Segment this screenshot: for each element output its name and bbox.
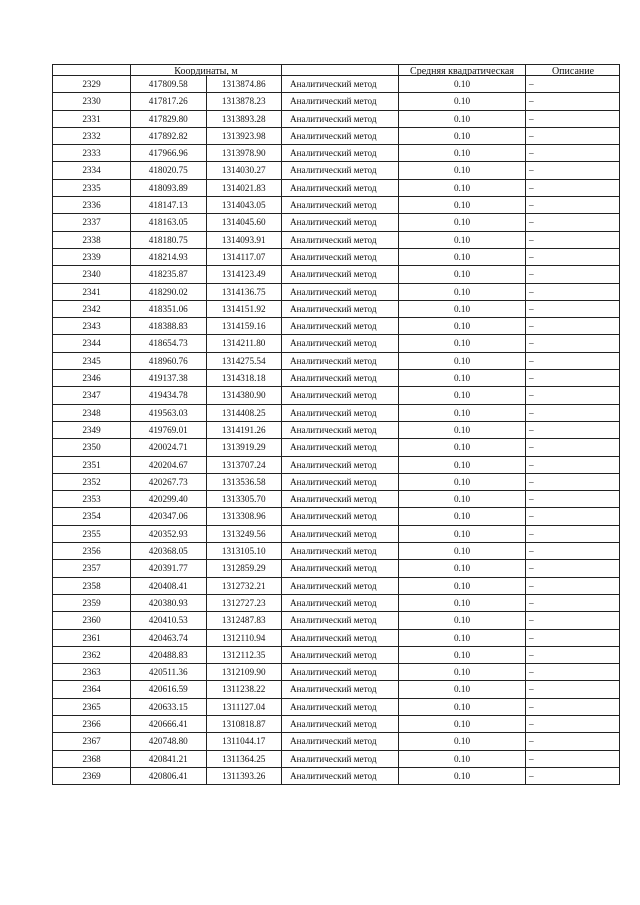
point-number-cell: 2344 — [53, 335, 131, 352]
accuracy-cell: 0.10 — [399, 456, 526, 473]
table-row — [53, 266, 620, 283]
header-method — [282, 65, 399, 76]
point-number-cell: 2368 — [53, 750, 131, 767]
description-cell: – — [526, 508, 620, 525]
point-number-cell: 2350 — [53, 439, 131, 456]
accuracy-cell: 0.10 — [399, 577, 526, 594]
coordinate-x-cell: 418235.87 — [131, 266, 207, 283]
table-row — [53, 629, 620, 646]
table-row — [53, 110, 620, 127]
table-row — [53, 231, 620, 248]
description-cell: – — [526, 629, 620, 646]
coordinate-y-cell: 1311044.17 — [206, 733, 282, 750]
description-cell: – — [526, 715, 620, 732]
method-cell: Аналитический метод — [282, 352, 399, 369]
coordinate-x-cell: 420267.73 — [131, 473, 207, 490]
table-row — [53, 612, 620, 629]
coordinate-x-cell: 418214.93 — [131, 248, 207, 265]
accuracy-cell: 0.10 — [399, 767, 526, 784]
point-number-cell: 2360 — [53, 612, 131, 629]
point-number-cell: 2347 — [53, 387, 131, 404]
coordinate-x-cell: 418020.75 — [131, 162, 207, 179]
method-cell: Аналитический метод — [282, 698, 399, 715]
table-row — [53, 750, 620, 767]
coordinates-table-body — [53, 65, 620, 785]
coordinate-y-cell: 1311127.04 — [206, 698, 282, 715]
accuracy-cell: 0.10 — [399, 231, 526, 248]
accuracy-cell: 0.10 — [399, 646, 526, 663]
accuracy-cell: 0.10 — [399, 248, 526, 265]
coordinate-y-cell: 1314093.91 — [206, 231, 282, 248]
point-number-cell: 2345 — [53, 352, 131, 369]
method-cell: Аналитический метод — [282, 733, 399, 750]
coordinate-y-cell: 1313878.23 — [206, 93, 282, 110]
coordinate-x-cell: 420511.36 — [131, 664, 207, 681]
description-cell: – — [526, 612, 620, 629]
accuracy-cell: 0.10 — [399, 162, 526, 179]
coordinate-x-cell: 420391.77 — [131, 560, 207, 577]
accuracy-cell: 0.10 — [399, 698, 526, 715]
method-cell: Аналитический метод — [282, 197, 399, 214]
method-cell: Аналитический метод — [282, 266, 399, 283]
coordinate-y-cell: 1314275.54 — [206, 352, 282, 369]
point-number-cell: 2357 — [53, 560, 131, 577]
table-row — [53, 335, 620, 352]
coordinate-y-cell: 1314030.27 — [206, 162, 282, 179]
method-cell: Аналитический метод — [282, 664, 399, 681]
description-cell: – — [526, 733, 620, 750]
description-cell: – — [526, 664, 620, 681]
table-row — [53, 214, 620, 231]
method-cell: Аналитический метод — [282, 335, 399, 352]
point-number-cell: 2335 — [53, 179, 131, 196]
method-cell: Аналитический метод — [282, 162, 399, 179]
method-cell: Аналитический метод — [282, 214, 399, 231]
table-row — [53, 560, 620, 577]
table-row — [53, 715, 620, 732]
description-cell: – — [526, 335, 620, 352]
point-number-cell: 2346 — [53, 370, 131, 387]
point-number-cell: 2369 — [53, 767, 131, 784]
method-cell: Аналитический метод — [282, 646, 399, 663]
description-cell: – — [526, 594, 620, 611]
table-row — [53, 197, 620, 214]
point-number-cell: 2340 — [53, 266, 131, 283]
accuracy-cell: 0.10 — [399, 370, 526, 387]
method-cell: Аналитический метод — [282, 612, 399, 629]
description-cell: – — [526, 577, 620, 594]
description-cell: – — [526, 387, 620, 404]
accuracy-cell: 0.10 — [399, 110, 526, 127]
method-cell: Аналитический метод — [282, 525, 399, 542]
description-cell: – — [526, 404, 620, 421]
coordinate-x-cell: 418290.02 — [131, 283, 207, 300]
accuracy-cell: 0.10 — [399, 629, 526, 646]
point-number-cell: 2338 — [53, 231, 131, 248]
description-cell: – — [526, 93, 620, 110]
coordinate-x-cell: 420408.41 — [131, 577, 207, 594]
coordinate-x-cell: 420488.83 — [131, 646, 207, 663]
coordinate-y-cell: 1311364.25 — [206, 750, 282, 767]
table-row — [53, 491, 620, 508]
method-cell: Аналитический метод — [282, 473, 399, 490]
accuracy-cell: 0.10 — [399, 543, 526, 560]
coordinate-y-cell: 1312859.29 — [206, 560, 282, 577]
method-cell: Аналитический метод — [282, 456, 399, 473]
description-cell: – — [526, 543, 620, 560]
coordinate-x-cell: 418147.13 — [131, 197, 207, 214]
method-cell: Аналитический метод — [282, 543, 399, 560]
description-cell: – — [526, 473, 620, 490]
coordinate-y-cell: 1311238.22 — [206, 681, 282, 698]
accuracy-cell: 0.10 — [399, 439, 526, 456]
accuracy-cell: 0.10 — [399, 508, 526, 525]
coordinate-x-cell: 420806.41 — [131, 767, 207, 784]
coordinate-y-cell: 1314021.83 — [206, 179, 282, 196]
method-cell: Аналитический метод — [282, 179, 399, 196]
coordinate-y-cell: 1313893.28 — [206, 110, 282, 127]
point-number-cell: 2358 — [53, 577, 131, 594]
description-cell: – — [526, 491, 620, 508]
table-row — [53, 404, 620, 421]
point-number-cell: 2363 — [53, 664, 131, 681]
coordinate-x-cell: 420380.93 — [131, 594, 207, 611]
table-row — [53, 145, 620, 162]
coordinate-y-cell: 1314380.90 — [206, 387, 282, 404]
table-row — [53, 318, 620, 335]
coordinate-y-cell: 1312727.23 — [206, 594, 282, 611]
description-cell: – — [526, 127, 620, 144]
accuracy-cell: 0.10 — [399, 335, 526, 352]
description-cell: – — [526, 750, 620, 767]
description-cell: – — [526, 231, 620, 248]
coordinate-x-cell: 420352.93 — [131, 525, 207, 542]
coordinate-x-cell: 420368.05 — [131, 543, 207, 560]
accuracy-cell: 0.10 — [399, 300, 526, 317]
description-cell: – — [526, 646, 620, 663]
coordinate-x-cell: 418654.73 — [131, 335, 207, 352]
point-number-cell: 2352 — [53, 473, 131, 490]
method-cell: Аналитический метод — [282, 629, 399, 646]
header-description-label: Описание — [551, 66, 595, 75]
description-cell: – — [526, 248, 620, 265]
method-cell: Аналитический метод — [282, 370, 399, 387]
table-row — [53, 439, 620, 456]
description-cell: – — [526, 698, 620, 715]
accuracy-cell: 0.10 — [399, 473, 526, 490]
coordinate-x-cell: 420410.53 — [131, 612, 207, 629]
point-number-cell: 2362 — [53, 646, 131, 663]
coordinate-x-cell: 418163.05 — [131, 214, 207, 231]
table-row — [53, 248, 620, 265]
accuracy-cell: 0.10 — [399, 145, 526, 162]
coordinate-x-cell: 420024.71 — [131, 439, 207, 456]
table-row — [53, 698, 620, 715]
description-cell: – — [526, 266, 620, 283]
header-coordinates-label: Координаты, м — [174, 66, 238, 75]
coordinate-x-cell: 418960.76 — [131, 352, 207, 369]
method-cell: Аналитический метод — [282, 318, 399, 335]
table-header-row — [53, 65, 620, 76]
point-number-cell: 2348 — [53, 404, 131, 421]
method-cell: Аналитический метод — [282, 404, 399, 421]
table-row — [53, 93, 620, 110]
accuracy-cell: 0.10 — [399, 612, 526, 629]
method-cell: Аналитический метод — [282, 594, 399, 611]
table-row — [53, 283, 620, 300]
method-cell: Аналитический метод — [282, 283, 399, 300]
table-row — [53, 162, 620, 179]
table-row — [53, 387, 620, 404]
description-cell: – — [526, 300, 620, 317]
coordinate-y-cell: 1314117.07 — [206, 248, 282, 265]
coordinate-x-cell: 420299.40 — [131, 491, 207, 508]
method-cell: Аналитический метод — [282, 127, 399, 144]
accuracy-cell: 0.10 — [399, 179, 526, 196]
point-number-cell: 2336 — [53, 197, 131, 214]
accuracy-cell: 0.10 — [399, 404, 526, 421]
coordinate-y-cell: 1313978.90 — [206, 145, 282, 162]
coordinate-y-cell: 1313536.58 — [206, 473, 282, 490]
header-coordinates — [131, 65, 282, 76]
coordinate-x-cell: 417966.96 — [131, 145, 207, 162]
description-cell: – — [526, 352, 620, 369]
table-row — [53, 594, 620, 611]
accuracy-cell: 0.10 — [399, 93, 526, 110]
description-cell: – — [526, 162, 620, 179]
point-number-cell: 2349 — [53, 421, 131, 438]
coordinate-y-cell: 1312732.21 — [206, 577, 282, 594]
method-cell: Аналитический метод — [282, 76, 399, 93]
coordinate-x-cell: 420347.06 — [131, 508, 207, 525]
table-row — [53, 300, 620, 317]
description-cell: – — [526, 370, 620, 387]
method-cell: Аналитический метод — [282, 231, 399, 248]
coordinate-y-cell: 1311393.26 — [206, 767, 282, 784]
method-cell: Аналитический метод — [282, 439, 399, 456]
table-row — [53, 456, 620, 473]
header-number — [53, 65, 131, 76]
point-number-cell: 2366 — [53, 715, 131, 732]
table-row — [53, 681, 620, 698]
table-row — [53, 473, 620, 490]
point-number-cell: 2364 — [53, 681, 131, 698]
coordinate-x-cell: 420204.67 — [131, 456, 207, 473]
method-cell: Аналитический метод — [282, 145, 399, 162]
point-number-cell: 2339 — [53, 248, 131, 265]
table-row — [53, 76, 620, 93]
coordinates-table — [52, 64, 620, 785]
description-cell: – — [526, 560, 620, 577]
point-number-cell: 2367 — [53, 733, 131, 750]
accuracy-cell: 0.10 — [399, 750, 526, 767]
table-row — [53, 179, 620, 196]
table-row — [53, 421, 620, 438]
method-cell: Аналитический метод — [282, 387, 399, 404]
point-number-cell: 2355 — [53, 525, 131, 542]
coordinate-x-cell: 419137.38 — [131, 370, 207, 387]
description-cell: – — [526, 421, 620, 438]
coordinate-y-cell: 1313305.70 — [206, 491, 282, 508]
coordinate-y-cell: 1313923.98 — [206, 127, 282, 144]
coordinate-x-cell: 419563.03 — [131, 404, 207, 421]
table-row — [53, 352, 620, 369]
point-number-cell: 2332 — [53, 127, 131, 144]
description-cell: – — [526, 197, 620, 214]
coordinate-x-cell: 418351.06 — [131, 300, 207, 317]
coordinate-y-cell: 1314151.92 — [206, 300, 282, 317]
coordinate-x-cell: 420463.74 — [131, 629, 207, 646]
coordinate-y-cell: 1314136.75 — [206, 283, 282, 300]
coordinate-x-cell: 417829.80 — [131, 110, 207, 127]
coordinate-y-cell: 1313105.10 — [206, 543, 282, 560]
description-cell: – — [526, 76, 620, 93]
coordinate-y-cell: 1314045.60 — [206, 214, 282, 231]
point-number-cell: 2337 — [53, 214, 131, 231]
point-number-cell: 2331 — [53, 110, 131, 127]
method-cell: Аналитический метод — [282, 300, 399, 317]
coordinate-x-cell: 417817.26 — [131, 93, 207, 110]
coordinate-x-cell: 419769.01 — [131, 421, 207, 438]
point-number-cell: 2365 — [53, 698, 131, 715]
coordinate-y-cell: 1312109.90 — [206, 664, 282, 681]
coordinate-x-cell: 417892.82 — [131, 127, 207, 144]
description-cell: – — [526, 456, 620, 473]
coordinate-y-cell: 1312110.94 — [206, 629, 282, 646]
description-cell: – — [526, 525, 620, 542]
coordinate-y-cell: 1314408.25 — [206, 404, 282, 421]
coordinate-y-cell: 1314159.16 — [206, 318, 282, 335]
coordinate-y-cell: 1313874.86 — [206, 76, 282, 93]
description-cell: – — [526, 110, 620, 127]
method-cell: Аналитический метод — [282, 560, 399, 577]
description-cell: – — [526, 145, 620, 162]
coordinate-y-cell: 1312112.35 — [206, 646, 282, 663]
coordinates-table-sheet — [52, 64, 607, 785]
table-row — [53, 508, 620, 525]
accuracy-cell: 0.10 — [399, 664, 526, 681]
table-row — [53, 543, 620, 560]
accuracy-cell: 0.10 — [399, 318, 526, 335]
accuracy-cell: 0.10 — [399, 266, 526, 283]
table-row — [53, 733, 620, 750]
point-number-cell: 2343 — [53, 318, 131, 335]
header-accuracy — [399, 65, 526, 76]
coordinate-x-cell: 420633.15 — [131, 698, 207, 715]
point-number-cell: 2356 — [53, 543, 131, 560]
coordinate-y-cell: 1313308.96 — [206, 508, 282, 525]
coordinate-x-cell: 420748.80 — [131, 733, 207, 750]
table-row — [53, 370, 620, 387]
coordinate-y-cell: 1314318.18 — [206, 370, 282, 387]
table-row — [53, 577, 620, 594]
table-row — [53, 127, 620, 144]
method-cell: Аналитический метод — [282, 577, 399, 594]
table-row — [53, 767, 620, 784]
table-row — [53, 646, 620, 663]
coordinate-y-cell: 1313919.29 — [206, 439, 282, 456]
description-cell: – — [526, 179, 620, 196]
coordinate-y-cell: 1312487.83 — [206, 612, 282, 629]
accuracy-cell: 0.10 — [399, 715, 526, 732]
description-cell: – — [526, 214, 620, 231]
accuracy-cell: 0.10 — [399, 525, 526, 542]
accuracy-cell: 0.10 — [399, 491, 526, 508]
method-cell: Аналитический метод — [282, 681, 399, 698]
coordinate-y-cell: 1314043.05 — [206, 197, 282, 214]
coordinate-y-cell: 1314191.26 — [206, 421, 282, 438]
coordinate-x-cell: 417809.58 — [131, 76, 207, 93]
point-number-cell: 2334 — [53, 162, 131, 179]
coordinate-x-cell: 420841.21 — [131, 750, 207, 767]
accuracy-cell: 0.10 — [399, 560, 526, 577]
accuracy-cell: 0.10 — [399, 76, 526, 93]
method-cell: Аналитический метод — [282, 491, 399, 508]
accuracy-cell: 0.10 — [399, 283, 526, 300]
method-cell: Аналитический метод — [282, 508, 399, 525]
accuracy-cell: 0.10 — [399, 127, 526, 144]
coordinate-x-cell: 418180.75 — [131, 231, 207, 248]
accuracy-cell: 0.10 — [399, 214, 526, 231]
description-cell: – — [526, 681, 620, 698]
header-accuracy-label: Средняя квадратическая — [410, 66, 514, 75]
accuracy-cell: 0.10 — [399, 681, 526, 698]
coordinate-x-cell: 418093.89 — [131, 179, 207, 196]
method-cell: Аналитический метод — [282, 110, 399, 127]
point-number-cell: 2353 — [53, 491, 131, 508]
point-number-cell: 2329 — [53, 76, 131, 93]
method-cell: Аналитический метод — [282, 715, 399, 732]
description-cell: – — [526, 283, 620, 300]
coordinate-x-cell: 419434.78 — [131, 387, 207, 404]
accuracy-cell: 0.10 — [399, 594, 526, 611]
coordinate-y-cell: 1314123.49 — [206, 266, 282, 283]
description-cell: – — [526, 318, 620, 335]
method-cell: Аналитический метод — [282, 750, 399, 767]
point-number-cell: 2342 — [53, 300, 131, 317]
method-cell: Аналитический метод — [282, 93, 399, 110]
point-number-cell: 2341 — [53, 283, 131, 300]
table-row — [53, 664, 620, 681]
coordinate-y-cell: 1313707.24 — [206, 456, 282, 473]
coordinate-x-cell: 418388.83 — [131, 318, 207, 335]
description-cell: – — [526, 767, 620, 784]
coordinate-y-cell: 1314211.80 — [206, 335, 282, 352]
point-number-cell: 2330 — [53, 93, 131, 110]
point-number-cell: 2361 — [53, 629, 131, 646]
method-cell: Аналитический метод — [282, 421, 399, 438]
accuracy-cell: 0.10 — [399, 421, 526, 438]
accuracy-cell: 0.10 — [399, 387, 526, 404]
accuracy-cell: 0.10 — [399, 197, 526, 214]
point-number-cell: 2354 — [53, 508, 131, 525]
accuracy-cell: 0.10 — [399, 733, 526, 750]
coordinate-y-cell: 1310818.87 — [206, 715, 282, 732]
method-cell: Аналитический метод — [282, 767, 399, 784]
description-cell: – — [526, 439, 620, 456]
point-number-cell: 2359 — [53, 594, 131, 611]
point-number-cell: 2351 — [53, 456, 131, 473]
coordinate-x-cell: 420616.59 — [131, 681, 207, 698]
coordinate-x-cell: 420666.41 — [131, 715, 207, 732]
table-row — [53, 525, 620, 542]
header-description — [526, 65, 620, 76]
accuracy-cell: 0.10 — [399, 352, 526, 369]
point-number-cell: 2333 — [53, 145, 131, 162]
coordinate-y-cell: 1313249.56 — [206, 525, 282, 542]
method-cell: Аналитический метод — [282, 248, 399, 265]
